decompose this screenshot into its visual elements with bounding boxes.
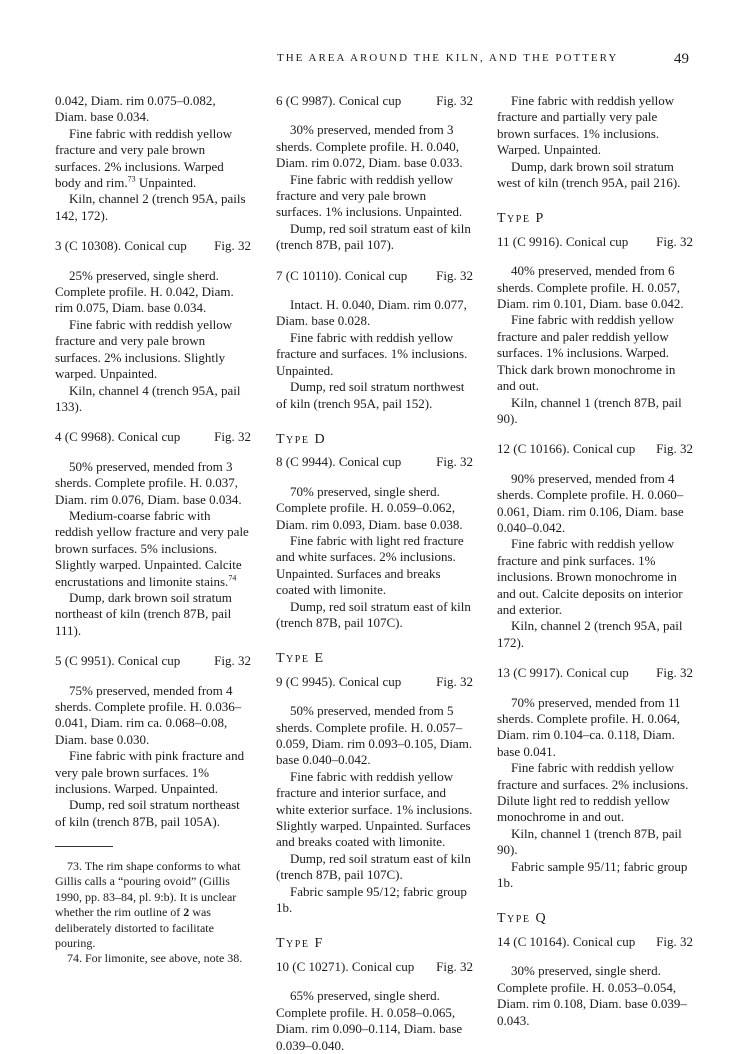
entry-text: Fine fabric with reddish yellow fracture and interior surface, and white exterior surface. 1% inclusions. Slightly warped. Unpainted. Surfaces and breaks coated with limonite. — [276, 768, 473, 850]
figure-ref[interactable]: Fig. 32 — [436, 958, 473, 974]
entry-heading: 6 (C 9987). Conical cup Fig. 32 — [276, 93, 473, 108]
entry-heading: 8 (C 9944). Conical cup Fig. 32 — [276, 454, 473, 470]
entry-heading: 12 (C 10166). Conical cup Fig. 32 — [497, 441, 693, 457]
entry-text: Fine fabric with reddish yellow fracture and paler reddish yellow surfaces. 1% inclusions. Warped. Thick dark brown monochrome in and out. — [497, 312, 676, 394]
entry-text: Fine fabric with reddish yellow fracture and very pale brown surfaces. 2% inclusions. Slightly warped. Unpainted. — [55, 316, 233, 382]
catalog-entry — [55, 429, 251, 639]
entry-text: 40% preserved, mended from 6 sherds. Complete profile. H. 0.057, Diam. rim 0.101, Diam. base 0.042. — [497, 263, 684, 312]
entry-text: 50% preserved, mended from 3 sherds. Complete profile. H. 0.037, Diam. rim 0.076, Diam. base 0.034. — [55, 458, 242, 507]
column-middle — [276, 93, 473, 1054]
entry-text: 30% preserved, single sherd. Complete profile. H. 0.053–0.054, Diam. rim 0.108, Diam. base 0.039–0.043. — [497, 963, 687, 1028]
continued-text: Kiln, channel 2 (trench 95A, pails 142, 172). — [55, 191, 246, 223]
entry-text: Dump, red soil stratum east of kiln (trench 87B, pail 107C). — [276, 598, 471, 630]
entry-text: Dump, red soil stratum northeast of kiln (trench 87B, pail 105A). — [55, 797, 240, 829]
type-heading: Type F — [276, 936, 324, 952]
type-heading: Type D — [276, 431, 327, 447]
running-header: THE AREA AROUND THE KILN, AND THE POTTERY — [277, 52, 619, 64]
entry-text: Dump, dark brown soil stratum northeast of kiln (trench 87B, pail 111). — [55, 589, 232, 638]
entry-text: Kiln, channel 2 (trench 95A, pail 172). — [497, 618, 683, 650]
entry-heading: 10 (C 10271). Conical cup Fig. 32 — [276, 958, 473, 974]
figure-ref[interactable]: Fig. 32 — [214, 653, 251, 669]
entry-heading: 14 (C 10164). Conical cup Fig. 32 — [497, 933, 693, 949]
entry-text: Kiln, channel 1 (trench 87B, pail 90). — [497, 825, 682, 858]
entry-text: Dump, red soil stratum northwest of kiln (trench 95A, pail 152). — [276, 379, 465, 411]
footnote-ref[interactable]: 73 — [127, 174, 136, 184]
entry-heading: 3 (C 10308). Conical cup Fig. 32 — [55, 238, 251, 254]
figure-ref[interactable]: Fig. 32 — [436, 673, 473, 689]
entry-text: Medium-coarse fabric with reddish yellow fracture and very pale brown surfaces. 5% inclusions. Slightly warped. Unpainted. Calcite encrustations and limonite stains.$^{74}$ — [55, 507, 249, 589]
figure-ref[interactable]: Fig. 32 — [436, 454, 473, 470]
entry-text: 70% preserved, mended from 11 sherds. Complete profile. H. 0.064, Diam. rim 0.104–ca. 0.118, Diam. base 0.041. — [497, 694, 681, 759]
entry-text: 50% preserved, mended from 5 sherds. Complete profile. H. 0.057–0.059, Diam. rim 0.093–0.105, Diam. base 0.040–0.042. — [276, 703, 473, 768]
column-left — [55, 93, 251, 830]
type-heading: Type Q — [497, 911, 548, 927]
entry-heading: 4 (C 9968). Conical cup Fig. 32 — [55, 429, 251, 445]
catalog-entry — [276, 454, 473, 631]
figure-ref[interactable]: Fig. 32 — [656, 665, 693, 681]
figure-ref[interactable]: Fig. 32 — [656, 933, 693, 949]
entry-heading: 11 (C 9916). Conical cup Fig. 32 — [497, 233, 693, 249]
page-number: 49 — [674, 51, 689, 67]
entry-text: Fine fabric with reddish yellow fracture and very pale brown surfaces. 1% inclusions. Unpainted. — [276, 171, 463, 220]
figure-ref[interactable]: Fig. 32 — [214, 429, 251, 445]
catalog-entry — [497, 665, 693, 891]
entry-text: Fine fabric with pink fracture and very pale brown surfaces. 1% inclusions. Warped. Unpainted. — [55, 748, 245, 797]
entry-text: Fabric sample 95/12; fabric group 1b. — [276, 883, 467, 916]
entry-heading: 9 (C 9945). Conical cup Fig. 32 — [276, 673, 473, 689]
footnote: 74. For limonite, see above, note 38. — [67, 951, 243, 966]
entry-heading: 13 (C 9917). Conical cup Fig. 32 — [497, 665, 693, 681]
footnote-divider — [55, 846, 113, 847]
footnote-ref[interactable]: 74 — [228, 573, 237, 583]
entry-text: 70% preserved, single sherd. Complete profile. H. 0.059–0.062, Diam. rim 0.093, Diam. base 0.038. — [276, 483, 463, 532]
catalog-entry — [55, 238, 251, 415]
footnote: 73. The rim shape conforms to what Gillis calls a “pouring ovoid” (Gillis 1990, pp. 83–84, pl. 9:b). It is unclear whether the rim outline of 2 was deliberately distorted to facilitate pouring. — [55, 859, 241, 951]
entry-text: 75% preserved, mended from 4 sherds. Complete profile. H. 0.036–0.041, Diam. rim ca. 0.068–0.08, Diam. base 0.030. — [55, 682, 242, 747]
entry-text: Dump, red soil stratum east of kiln (trench 87B, pail 107). — [276, 220, 471, 253]
catalog-entry — [55, 653, 251, 830]
entry-text: Fabric sample 95/11; fabric group 1b. — [497, 858, 688, 891]
entry-text: 30% preserved, mended from 3 sherds. Complete profile. H. 0.040, Diam. rim 0.072, Diam. base 0.033. — [276, 122, 463, 171]
type-heading: Type P — [497, 211, 545, 227]
entry-text: Fine fabric with light red fracture and white surfaces. 2% inclusions. Unpainted. Surfaces and breaks coated with limonite. — [276, 532, 464, 598]
entry-text: Dump, red soil stratum east of kiln (trench 87B, pail 107C). — [276, 850, 471, 883]
column-right — [497, 93, 693, 1029]
entry-text: Fine fabric with reddish yellow fracture and surfaces. 1% inclusions. Unpainted. — [276, 329, 468, 378]
entry-text: Kiln, channel 4 (trench 95A, pail 133). — [55, 382, 241, 414]
catalog-entry — [497, 934, 693, 1029]
continued-text: 0.042, Diam. rim 0.075–0.082, Diam. base 0.034. — [55, 93, 216, 125]
type-heading: Type E — [276, 651, 325, 667]
continued-text: Fine fabric with reddish yellow fracture and very pale brown surfaces. 2% inclusions. Warped body and rim.$^{73}$ Unpainted. — [55, 125, 233, 191]
entry-heading: 7 (C 10110). Conical cup Fig. 32 — [276, 267, 473, 283]
entry-text: 25% preserved, single sherd. Complete profile. H. 0.042, Diam. rim 0.075, Diam. base 0.034. — [55, 267, 234, 316]
entry-text: 65% preserved, single sherd. Complete profile. H. 0.058–0.065, Diam. rim 0.090–0.114, Diam. base 0.039–0.040. — [276, 988, 463, 1053]
catalog-entry — [276, 268, 473, 412]
entry-heading: 5 (C 9951). Conical cup Fig. 32 — [55, 653, 251, 669]
entry-text: Intact. H. 0.040, Diam. rim 0.077, Diam. base 0.028. — [276, 297, 467, 329]
catalog-entry — [276, 959, 473, 1054]
footnotes — [55, 859, 251, 967]
figure-ref[interactable]: Fig. 32 — [436, 93, 473, 108]
catalog-entry — [276, 674, 473, 917]
figure-ref[interactable]: Fig. 32 — [656, 233, 693, 249]
figure-ref[interactable]: Fig. 32 — [656, 441, 693, 457]
entry-text: Fine fabric with reddish yellow fracture and pink surfaces. 1% inclusions. Brown monochrome in and out. Calcite deposits on interior and exterior. — [497, 536, 683, 617]
continued-text: Dump, dark brown soil stratum west of kiln (trench 95A, pail 216). — [497, 158, 681, 191]
figure-ref[interactable]: Fig. 32 — [214, 238, 251, 254]
catalog-entry — [497, 234, 693, 427]
figure-ref[interactable]: Fig. 32 — [436, 267, 473, 283]
continued-text: Fine fabric with reddish yellow fracture and partially very pale brown surfaces. 1% inclusions. Warped. Unpainted. — [497, 93, 675, 158]
entry-text: 90% preserved, mended from 4 sherds. Complete profile. H. 0.060–0.061, Diam. rim 0.106, Diam. base 0.040–0.042. — [497, 470, 684, 535]
entry-text: Kiln, channel 1 (trench 87B, pail 90). — [497, 394, 682, 426]
entry-text: Fine fabric with reddish yellow fracture and surfaces. 2% inclusions. Dilute light red to reddish yellow monochrome in and out. — [497, 760, 689, 825]
catalog-entry — [276, 93, 473, 254]
catalog-entry — [497, 441, 693, 651]
